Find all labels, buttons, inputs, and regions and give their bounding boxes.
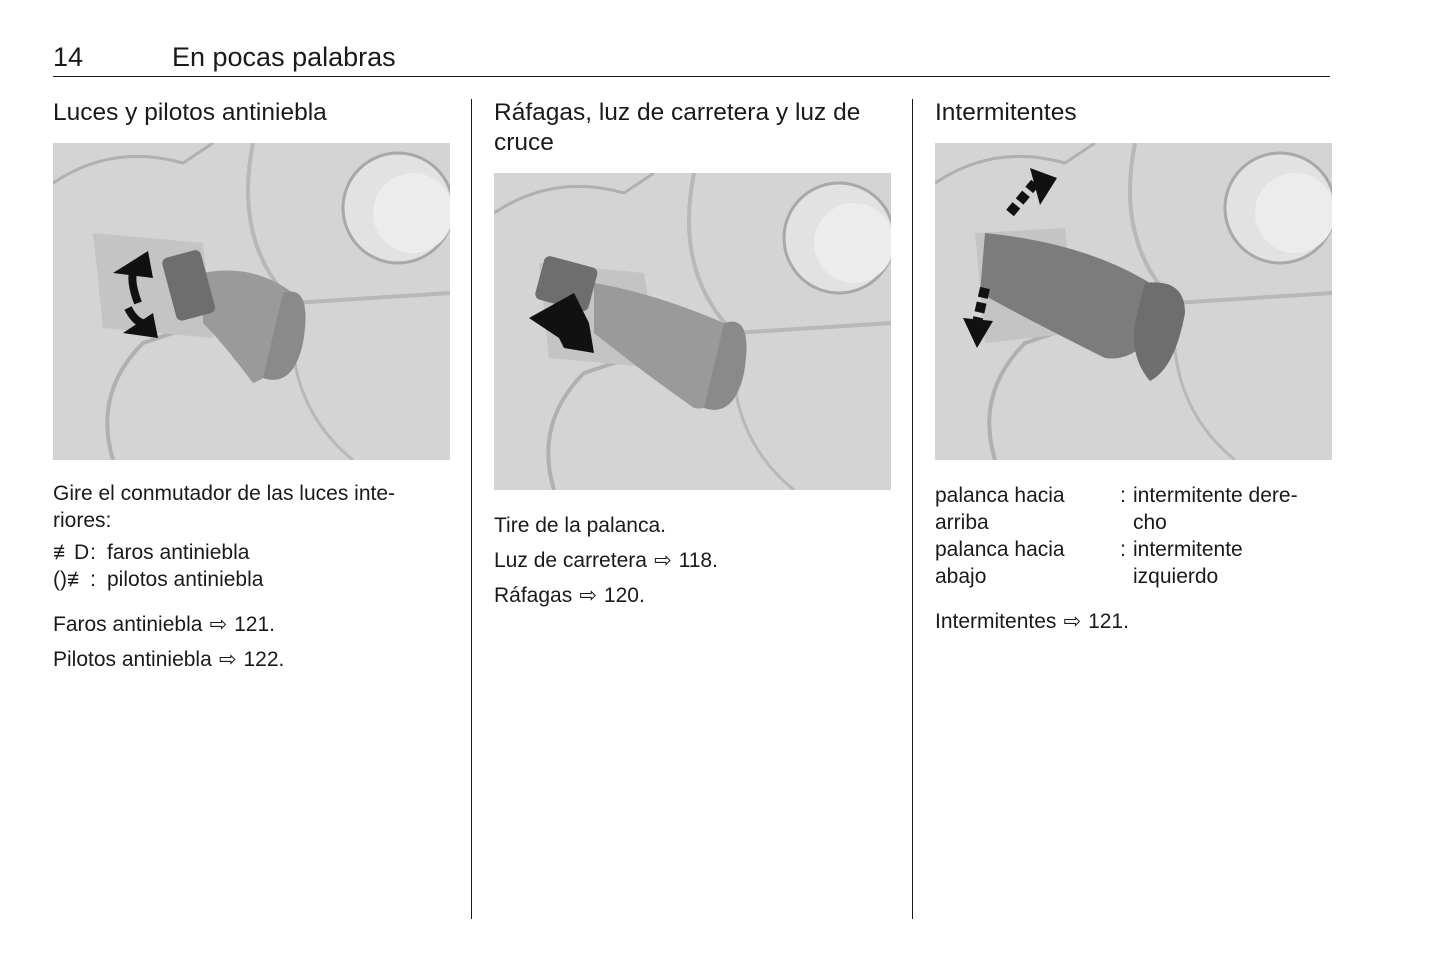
symbol-separator: :	[90, 568, 96, 591]
reference-text: Intermitentes	[935, 610, 1057, 633]
section-turn-signals	[935, 98, 1333, 635]
reference-text: Ráfagas	[494, 584, 573, 607]
section-headlight-flash	[494, 98, 892, 609]
reference-page: 118.	[678, 549, 718, 572]
turn-signal-lever-illustration	[935, 143, 1332, 460]
page-number: 14	[53, 42, 84, 72]
table-cell: arriba	[935, 511, 989, 534]
symbol-label: faros antiniebla	[107, 541, 250, 564]
page-header	[53, 40, 1330, 77]
table-cell: intermitente dere-	[1133, 484, 1298, 507]
intro-text-line: riores:	[53, 509, 112, 532]
section-title-line: Ráfagas, luz de carretera y luz de	[494, 99, 861, 126]
section-title-line: cruce	[494, 129, 554, 156]
symbol-label: pilotos antiniebla	[107, 568, 264, 591]
reference-page: 121.	[234, 613, 275, 636]
reference-arrow-icon: ⇨	[579, 584, 597, 607]
table-separator: :	[1120, 538, 1126, 561]
table-cell: palanca hacia	[935, 484, 1065, 507]
intro-text-line: Gire el conmutador de las luces inte-	[53, 482, 395, 505]
instruction-text: Tire de la palanca.	[494, 514, 666, 537]
reference-arrow-icon: ⇨	[653, 549, 672, 572]
symbol-row	[53, 566, 451, 593]
table-cell: palanca hacia	[935, 538, 1065, 561]
column-divider	[912, 99, 913, 919]
page-reference	[935, 608, 1333, 635]
table-cell: intermitente	[1133, 538, 1243, 561]
beam-lever-illustration	[494, 173, 891, 490]
section-title: Intermitentes	[935, 99, 1077, 126]
table-cell: cho	[1133, 511, 1167, 534]
page-reference	[494, 582, 892, 609]
page-reference	[494, 547, 892, 574]
table-cell	[1113, 509, 1133, 536]
reference-arrow-icon: ⇨	[1063, 610, 1082, 633]
column-divider	[471, 99, 472, 919]
symbol-separator: :	[90, 541, 96, 564]
turn-signal-table	[935, 482, 1333, 590]
table-cell: abajo	[935, 565, 987, 588]
reference-text: Pilotos antiniebla	[53, 648, 212, 671]
section-title: Luces y pilotos antiniebla	[53, 99, 327, 126]
table-cell: izquierdo	[1133, 565, 1219, 588]
section-title	[494, 98, 892, 158]
section-fog-lights	[53, 98, 451, 673]
reference-page: 120.	[603, 584, 645, 607]
table-separator: :	[1120, 484, 1126, 507]
chapter-title: En pocas palabras	[172, 42, 396, 72]
symbol-row	[53, 539, 451, 566]
table-cell	[1113, 563, 1133, 590]
page-reference	[53, 646, 451, 673]
reference-arrow-icon: ⇨	[218, 648, 237, 671]
fog-light-switch-illustration	[53, 143, 450, 460]
reference-text: Luz de carretera	[494, 549, 647, 572]
page-reference	[53, 611, 451, 638]
reference-arrow-icon: ⇨	[209, 613, 228, 636]
reference-text: Faros antiniebla	[53, 613, 203, 636]
reference-page: 122.	[243, 648, 285, 671]
rear-fog-light-icon: ()≢	[53, 568, 88, 591]
front-fog-light-icon: ≢D	[53, 541, 90, 564]
reference-page: 121.	[1088, 610, 1129, 633]
